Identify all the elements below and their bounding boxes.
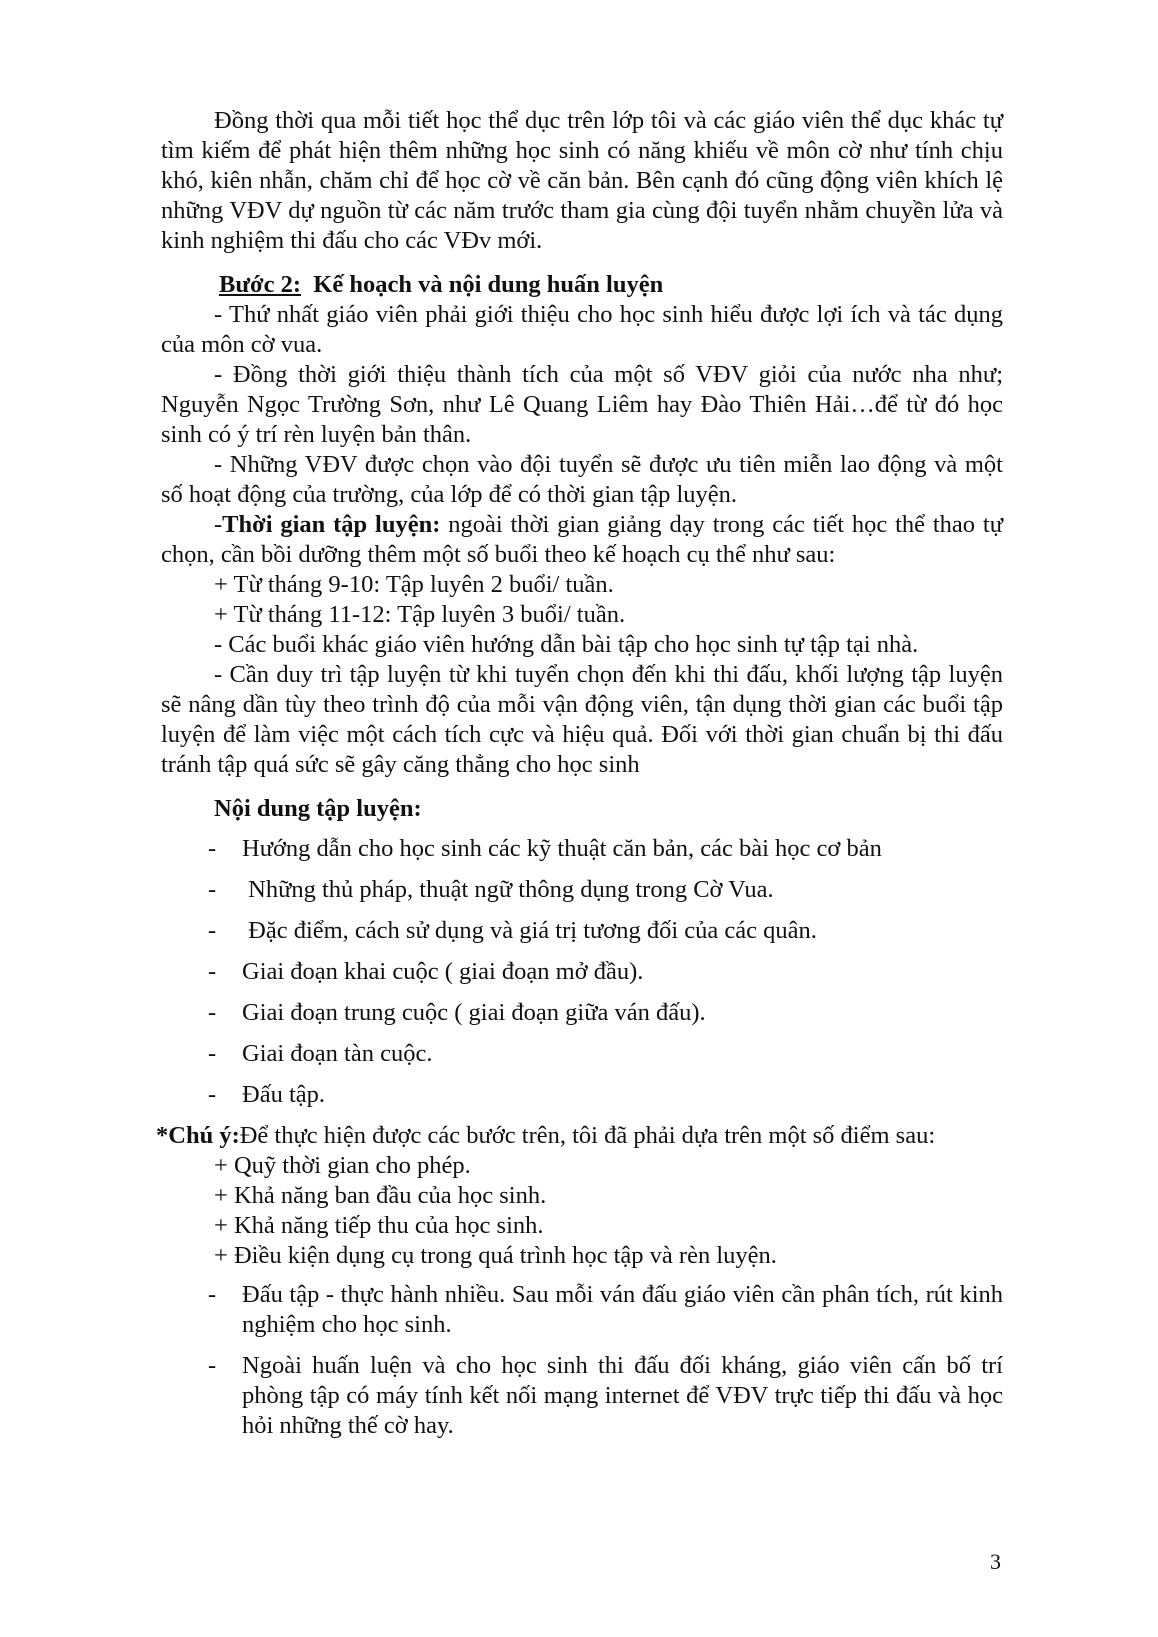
bullet-dash: -	[208, 1352, 217, 1379]
schedule-item: + Từ tháng 9-10: Tập luyên 2 buổi/ tuần.	[214, 571, 614, 598]
page-number: 3	[990, 1549, 1001, 1574]
training-time-prefix: -	[214, 511, 223, 538]
note-text: Để thực hiện được các bước trên, tôi đã phải dựa trên một số điểm sau:	[239, 1122, 936, 1149]
extra-item: - Đấu tập - thực hành nhiều. Sau mỗi ván đấu giáo viên cần phân tích, rút kinh nghiệm cho học sinh.	[161, 1280, 1003, 1340]
step2-point: - Thứ nhất giáo viên phải giới thiệu cho học sinh hiểu được lợi ích và tác dụng của môn cờ vua.	[161, 301, 1003, 358]
step2-point: - Đồng thời giới thiệu thành tích của một số VĐV giỏi của nước nha như; Nguyễn Ngọc Trường Sơn, như Lê Quang Liêm hay Đào Thiên Hải…để từ đó học sinh có ý trí rèn luyện bản thân.	[161, 361, 1003, 448]
content-heading: Nội dung tập luyện:	[214, 795, 422, 822]
content-item: - Đặc điểm, cách sử dụng và giá trị tương đối của các quân.	[161, 916, 1003, 946]
bullet-dash: -	[208, 1040, 217, 1067]
bullet-dash: -	[208, 876, 217, 903]
bullet-dash: -	[208, 917, 217, 944]
note-label: *Chú ý:	[156, 1122, 240, 1149]
training-time-text: ngoài thời gian giảng dạy trong các tiết học thể thao tự chọn, cần bồi dưỡng thêm một số buổi theo kế hoạch cụ thể như sau:	[161, 511, 1003, 568]
factor-item: + Khả năng ban đầu của học sinh.	[214, 1182, 547, 1209]
bullet-dash: -	[208, 958, 217, 985]
training-time-paragraph	[161, 510, 1003, 570]
step2-heading	[161, 270, 1003, 300]
bullet-dash: -	[208, 1281, 217, 1308]
bullet-dash: -	[208, 1081, 217, 1108]
bullet-dash: -	[208, 999, 217, 1026]
factor-item: + Điều kiện dụng cụ trong quá trình học tập và rèn luyện.	[214, 1242, 777, 1269]
step2-title: Kế hoạch và nội dung huấn luyện	[313, 271, 664, 298]
document-page	[156, 106, 1003, 1452]
step2-label: Bước 2:	[219, 271, 302, 298]
schedule-item: + Từ tháng 11-12: Tập luyên 3 buổi/ tuần.	[214, 601, 626, 628]
step2-point: - Những VĐV được chọn vào đội tuyển sẽ được ưu tiên miễn lao động và một số hoạt động của trường, của lớp để có thời gian tập luyện.	[161, 451, 1003, 508]
intro-paragraph: Đồng thời qua mỗi tiết học thể dục trên lớp tôi và các giáo viên thể dục khác tự tìm kiếm để phát hiện thêm những học sinh có năng khiếu về môn cờ như tính chịu khó, kiên nhẫn, chăm chỉ để học cờ về căn bản. Bên cạnh đó cũng động viên khích lệ những VĐV dự nguồn từ các năm trước tham gia cùng đội tuyển nhằm chuyền lửa và kinh nghiệm thi đấu cho các VĐv mới.	[161, 107, 1003, 254]
note-paragraph	[156, 1121, 1003, 1151]
maintain-paragraph: - Cần duy trì tập luyện từ khi tuyển chọn đến khi thi đấu, khối lượng tập luyện sẽ nâng dần tùy theo trình độ của mỗi vận động viên, tận dụng thời gian các buổi tập luyện để làm việc một cách tích cực và hiệu quả. Đối với thời gian chuẩn bị thi đấu tránh tập quá sức sẽ gây căng thẳng cho học sinh	[161, 661, 1003, 778]
extra-item: - Ngoài huấn luện và cho học sinh thi đấu đối kháng, giáo viên cấn bố trí phòng tập có máy tính kết nối mạng internet để VĐV trực tiếp thi đấu và học hỏi những thế cờ hay.	[161, 1351, 1003, 1441]
content-item: - Giai đoạn trung cuộc ( giai đoạn giữa ván đấu).	[161, 998, 1003, 1028]
content-item: - Những thủ pháp, thuật ngữ thông dụng trong Cờ Vua.	[161, 875, 1003, 905]
factor-item: + Khả năng tiếp thu của học sinh.	[214, 1212, 544, 1239]
content-item: - Hướng dẫn cho học sinh các kỹ thuật căn bản, các bài học cơ bản	[161, 834, 1003, 864]
training-time-label: Thời gian tập luyện:	[222, 511, 441, 538]
content-list	[161, 834, 1003, 1110]
home-practice: - Các buổi khác giáo viên hướng dẫn bài tập cho học sinh tự tập tại nhà.	[214, 631, 919, 658]
bullet-dash: -	[208, 835, 217, 862]
content-item: - Đấu tập.	[161, 1080, 1003, 1110]
extra-list	[161, 1280, 1003, 1441]
content-item: - Giai đoạn tàn cuộc.	[161, 1039, 1003, 1069]
content-item: - Giai đoạn khai cuộc ( giai đoạn mở đầu).	[161, 957, 1003, 987]
factor-item: + Quỹ thời gian cho phép.	[214, 1152, 471, 1179]
